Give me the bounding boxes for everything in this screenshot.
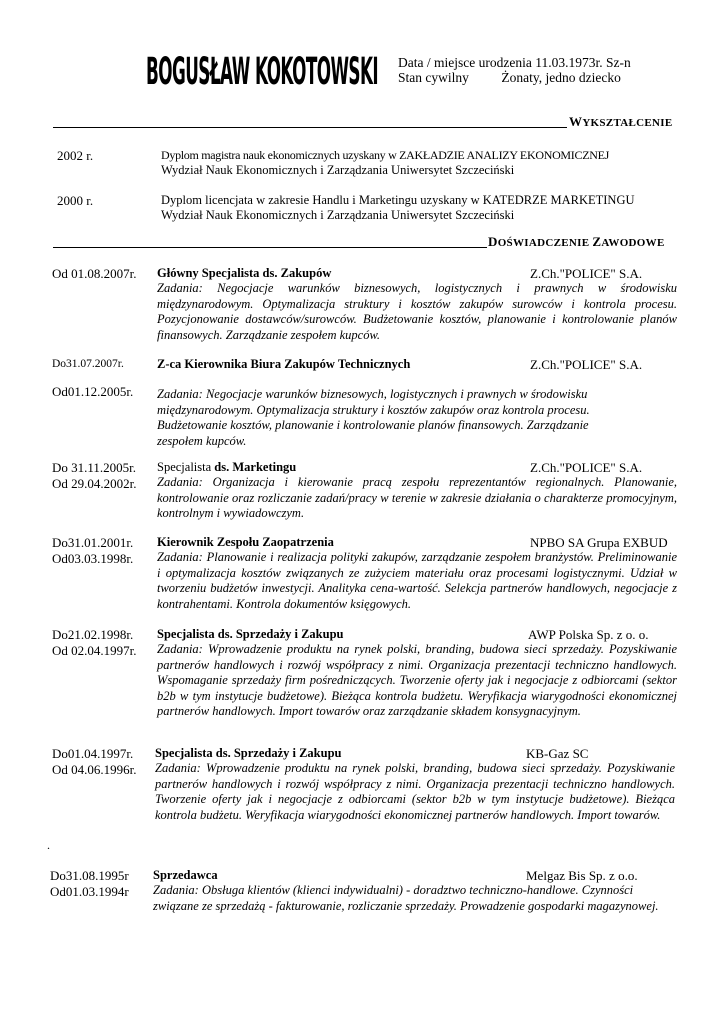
job-company: Z.Ch."POLICE" S.A. — [530, 266, 643, 281]
job-company: KB-Gaz SC — [526, 746, 589, 761]
job-date: Do31.07.2007r. — [52, 358, 124, 370]
job-date: Do31.01.2001r. — [52, 535, 134, 550]
education-degree: Dyplom licencjata w zakresie Handlu i Marketingu uzyskany w KATEDRZE MARKETINGU — [161, 193, 635, 207]
experience-heading-initial-2: Z — [592, 234, 602, 249]
job-tasks: Zadania: Wprowadzenie produktu na rynek polski, branding, budowa sieci sprzedaży. Pozyskiwanie partnerów handlowych i rozwój współpracy z nimi. Organizacja prezentacji techniczno handlowych. Tworzenie oferty jak i negocjacje z odbiorcami (sektor b2b w tym instytucje budżetowe). Bieżąca kontrola budżetu. Weryfikacja wiarygodności ekonomicznej partnerów handlowych. Import towarów. — [155, 761, 675, 822]
job-date: Od 29.04.2002r. — [52, 475, 137, 491]
stray-mark: . — [47, 838, 50, 852]
job-company: Z.Ch."POLICE" S.A. — [530, 460, 643, 475]
education-year: 2000 r. — [57, 193, 94, 208]
job-company: Z.Ch."POLICE" S.A. — [530, 357, 643, 372]
job-company: AWP Polska Sp. z o. o. — [528, 627, 649, 642]
job-title-prefix: Specjalista — [157, 460, 215, 474]
personal-info — [398, 55, 631, 85]
candidate-name: BOGUSŁAW KOKOTOWSKI — [146, 50, 379, 94]
job-title-text: ds. Marketingu — [214, 460, 297, 474]
job-date: Od 01.08.2007r. — [52, 266, 137, 281]
experience-heading — [53, 236, 673, 250]
experience-rule — [53, 247, 487, 248]
education-faculty: Wydział Nauk Ekonomicznych i Zarządzania Uniwersytet Szczeciński — [161, 163, 515, 177]
job-date: Do01.04.1997r. — [52, 746, 134, 761]
job-date: Do 31.11.2005r. — [52, 460, 137, 475]
birth-value: 11.03.1973r. Sz-n — [535, 55, 631, 70]
civil-status-label: Stan cywilny — [398, 70, 469, 85]
job-tasks: Zadania: Organizacja i kierowanie pracą zespołu reprezentantów regionalnych. Planowanie, kontrolowanie oraz rozliczanie zadań/pracy w terenie w zakresie działania o charakterze promocyjnym, kontrolnym i wywiadowczym. — [157, 475, 677, 520]
job-dates — [52, 535, 152, 566]
job-date: Od 02.04.1997r. — [52, 642, 137, 658]
job-dates — [52, 746, 152, 777]
birth-row — [398, 55, 631, 70]
education-year: 2002 r. — [57, 148, 94, 163]
education-heading-initial: W — [569, 114, 583, 129]
job-title: Główny Specjalista ds. Zakupów — [157, 266, 332, 280]
job-date: Od01.03.1994r — [50, 883, 129, 899]
job-tasks: Zadania: Wprowadzenie produktu na rynek polski, branding, budowa sieci sprzedaży. Pozyskiwanie partnerów handlowych i rozwój współpracy z nimi. Organizacja prezentacji techniczno handlowych. Wspomaganie sprzedaży firm pośredniczących. Tworzenie oferty jak i negocjacje z odbiorcami (sektor b2b w tym instytucje budżetowe). Bieżąca kontrola budżetu. Weryfikacja wiarygodności ekonomicznej partnerów handlowych. Import towarów oraz zarządzanie składem konsygnacyjnym. — [157, 642, 677, 718]
job-tasks: Zadania: Negocjacje warunków biznesowych, logistycznych i prawnych w środowisku międzynarodowym. Optymalizacja struktury i kosztów zakupów oraz kontrola procesu. Budżetowanie kosztów, planowanie i kontrolowanie planów finansowych. Zarządzanie zespołem kupców. — [157, 387, 590, 448]
job-dates — [52, 460, 152, 491]
experience-heading-text-2: AWODOWE — [601, 237, 665, 249]
experience-heading-initial: D — [488, 234, 498, 249]
education-degree: Dyplom magistra nauk ekonomicznych uzyskany w ZAKŁADZIE ANALIZY EKONOMICZNEJ — [161, 148, 609, 162]
education-description — [161, 148, 691, 178]
job-title: Specjalista ds. Sprzedaży i Zakupu — [157, 627, 344, 641]
job-company: NPBO SA Grupa EXBUD — [530, 535, 668, 550]
education-rule — [53, 127, 567, 128]
education-heading — [53, 116, 673, 130]
civil-status-value: Żonaty, jedno dziecko — [501, 70, 621, 85]
job-date: Do21.02.1998r. — [52, 627, 134, 642]
education-faculty: Wydział Nauk Ekonomicznych i Zarządzania Uniwersytet Szczeciński — [161, 208, 515, 222]
job-dates — [52, 357, 152, 399]
job-date: Od01.12.2005r. — [52, 383, 134, 399]
job-company: Melgaz Bis Sp. z o.o. — [526, 868, 638, 883]
education-description — [161, 193, 691, 223]
job-dates — [50, 868, 150, 899]
job-tasks: Zadania: Negocjacje warunków biznesowych, logistycznych i prawnych w środowisku międzynarodowym. Optymalizacja struktury i kosztów zakupów surowców i kontrola procesu. Pozycjonowanie dostawców/surowców. Budżetowanie kosztów, planowanie i kontrolowanie planów finansowych. Zarządzanie zespołem kupców. — [157, 281, 677, 342]
job-dates — [52, 627, 152, 658]
job-tasks: Zadania: Planowanie i realizacja polityki zakupów, zarządzanie zespołem branżystów. Preliminowanie i optymalizacja kosztów związanych ze zużyciem materiału oraz procesami logistycznymi. Udział w tworzeniu budżetów inwestycji. Analityka cena-wartość. Selekcja partnerów handlowych, negocjacje z kontrahentami. Kontrola dokumentów księgowych. — [157, 550, 677, 611]
job-title: Sprzedawca — [153, 868, 218, 882]
birth-label: Data / miejsce urodzenia — [398, 55, 532, 70]
civil-status-row — [398, 70, 631, 85]
experience-heading-text: OŚWIADCZENIE — [497, 237, 590, 249]
job-date: Do31.08.1995r — [50, 868, 129, 883]
education-heading-text: YKSZTAŁCENIE — [582, 117, 673, 129]
job-dates — [52, 266, 152, 282]
job-title: Kierownik Zespołu Zaopatrzenia — [157, 535, 334, 549]
job-date: Od03.03.1998r. — [52, 550, 134, 566]
job-title — [157, 460, 296, 476]
job-date: Od 04.06.1996r. — [52, 761, 137, 777]
job-title: Z-ca Kierownika Biura Zakupów Technicznych — [157, 357, 411, 371]
job-tasks: Zadania: Obsługa klientów (klienci indywidualni) - doradztwo techniczno-handlowe. Czynności związane ze sprzedażą - fakturowanie, rozliczanie sprzedaży. Prowadzenie gospodarki magazynowej. — [153, 883, 659, 913]
job-title: Specjalista ds. Sprzedaży i Zakupu — [155, 746, 342, 760]
